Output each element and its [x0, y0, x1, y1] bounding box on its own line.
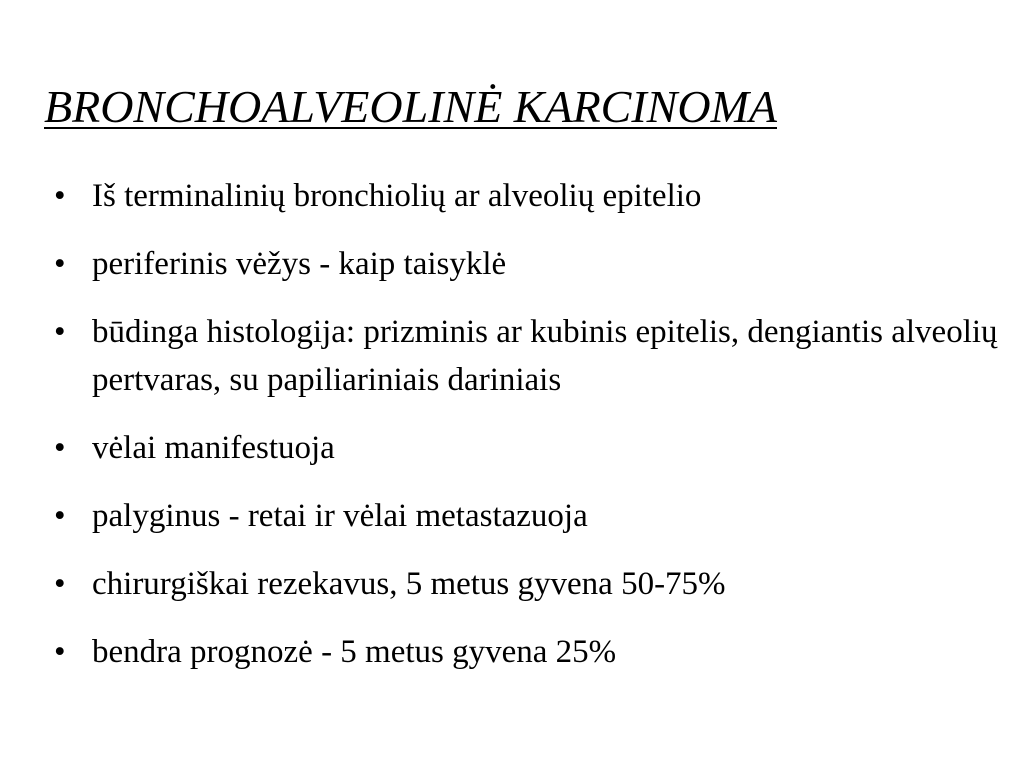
- bullet-item: [54, 560, 1004, 608]
- slide-title: BRONCHOALVEOLINĖ KARCINOMA: [44, 81, 777, 132]
- bullet-icon: •: [54, 634, 66, 670]
- bullet-icon: •: [54, 430, 66, 466]
- bullet-item: [54, 492, 1004, 540]
- bullet-icon: •: [54, 314, 66, 350]
- bullet-text: Iš terminalinių bronchiolių ar alveolių epitelio: [92, 178, 702, 214]
- bullet-text: chirurgiškai rezekavus, 5 metus gyvena 50-75%: [92, 566, 726, 602]
- bullet-list: [54, 172, 1004, 696]
- bullet-item: [54, 308, 1004, 404]
- bullet-item: [54, 628, 1004, 676]
- bullet-text: periferinis vėžys - kaip taisyklė: [92, 246, 507, 282]
- bullet-item: [54, 172, 1004, 220]
- bullet-item: [54, 240, 1004, 288]
- bullet-text: vėlai manifestuoja: [92, 430, 335, 466]
- bullet-icon: •: [54, 246, 66, 282]
- bullet-icon: •: [54, 566, 66, 602]
- bullet-text: palyginus - retai ir vėlai metastazuoja: [92, 498, 588, 534]
- bullet-text: būdinga histologija: prizminis ar kubinis epitelis, dengiantis alveolių pertvaras, su papiliariniais dariniais: [92, 314, 998, 398]
- bullet-icon: •: [54, 498, 66, 534]
- bullet-text: bendra prognozė - 5 metus gyvena 25%: [92, 634, 617, 670]
- bullet-item: [54, 424, 1004, 472]
- bullet-icon: •: [54, 178, 66, 214]
